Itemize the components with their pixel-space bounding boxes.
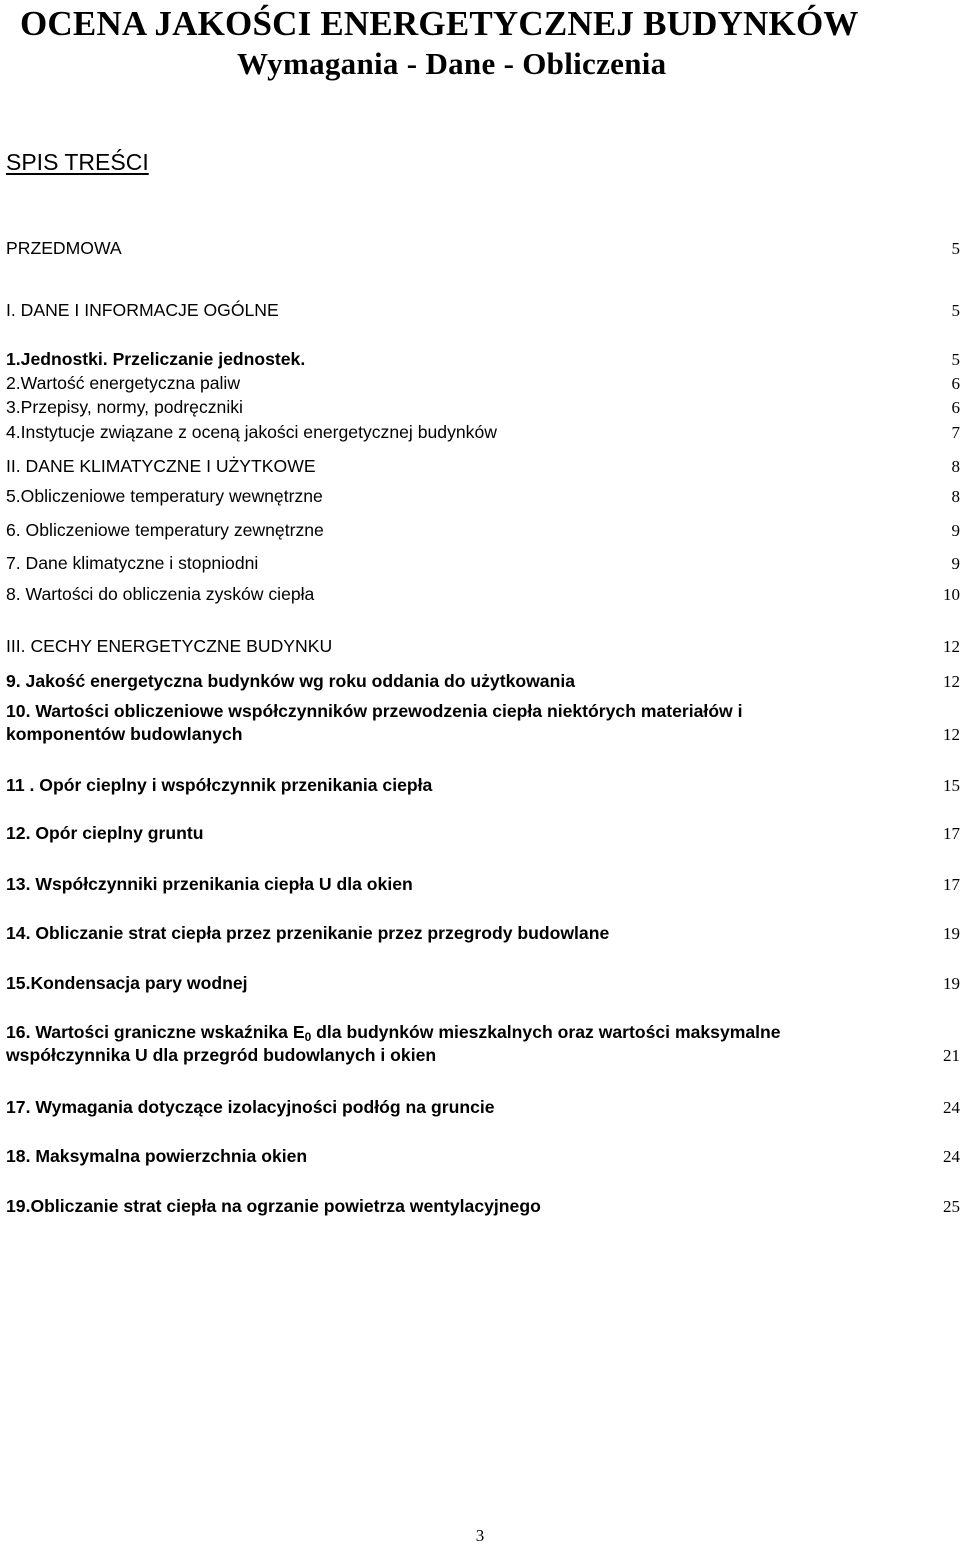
dot-leader bbox=[434, 790, 940, 791]
toc-entry-title: 19.Obliczanie strat ciepła na ogrzanie powietrza wentylacyjnego bbox=[6, 1196, 541, 1216]
toc-entry-title: 9. Jakość energetyczna budynków wg roku oddania do użytkowania bbox=[6, 671, 575, 691]
toc-entry[interactable] bbox=[6, 822, 960, 844]
dot-leader bbox=[281, 315, 949, 316]
toc-entry[interactable] bbox=[6, 922, 960, 944]
toc-entry[interactable] bbox=[6, 348, 960, 370]
dot-leader bbox=[245, 412, 949, 413]
toc-entry-title: II. DANE KLIMATYCZNE I UŻYTKOWE bbox=[6, 456, 316, 476]
toc-entry-title: III. CECHY ENERGETYCZNE BUDYNKU bbox=[6, 636, 333, 656]
dot-leader bbox=[260, 568, 948, 569]
toc-entry-title: 2.Wartość energetyczna paliw bbox=[6, 373, 241, 393]
toc-entry-title: komponentów budowlanych bbox=[6, 724, 243, 744]
dot-leader bbox=[543, 1211, 940, 1212]
toc-entry-title-line1: 16. Wartości graniczne wskaźnika $E_0$ dla budynków mieszkalnych oraz wartości maksymalne bbox=[6, 1022, 781, 1044]
toc-entry-title: I. DANE I INFORMACJE OGÓLNE bbox=[6, 300, 279, 320]
dot-leader bbox=[334, 651, 940, 652]
toc-entry-title: współczynnika U dla przegród budowlanych i okien bbox=[6, 1045, 437, 1065]
document-title: OCENA JAKOŚCI ENERGETYCZNEJ BUDYNKÓW bbox=[20, 4, 859, 43]
toc-entry[interactable] bbox=[6, 635, 960, 657]
document-subtitle: Wymagania - Dane - Obliczenia bbox=[237, 46, 667, 81]
toc-entry[interactable] bbox=[6, 455, 960, 477]
toc-entry-page: 12 bbox=[943, 637, 960, 656]
dot-leader bbox=[577, 686, 940, 687]
page-number: 3 bbox=[475, 1526, 485, 1545]
dot-leader bbox=[242, 388, 948, 389]
toc-entry[interactable] bbox=[6, 583, 960, 605]
toc-entry-page: 17 bbox=[943, 824, 960, 843]
toc-entry-page: 8 bbox=[951, 487, 960, 506]
toc-entry-title: 12. Opór cieplny gruntu bbox=[6, 823, 204, 843]
toc-entry-title: 11 . Opór cieplny i współczynnik przenikania ciepła bbox=[6, 775, 433, 795]
dot-leader bbox=[205, 838, 940, 839]
toc-entry-title: 13. Współczynniki przenikania ciepła U dla okien bbox=[6, 874, 413, 894]
toc-entry-page: 5 bbox=[951, 350, 960, 369]
toc-entry-title: 1.Jednostki. Przeliczanie jednostek. bbox=[6, 349, 306, 369]
dot-leader bbox=[438, 1060, 940, 1061]
toc-entry-title: 6. Obliczeniowe temperatury zewnętrzne bbox=[6, 520, 324, 540]
dot-leader bbox=[499, 437, 949, 438]
dot-leader bbox=[245, 739, 940, 740]
toc-entry-page: 8 bbox=[951, 457, 960, 476]
toc-entry[interactable] bbox=[6, 485, 960, 507]
toc-entry-page: 5 bbox=[951, 301, 960, 320]
toc-entry[interactable] bbox=[6, 1020, 960, 1066]
toc-entry-page: 10 bbox=[943, 585, 960, 604]
toc-entry-title: 17. Wymagania dotyczące izolacyjności podłóg na gruncie bbox=[6, 1097, 495, 1117]
dot-leader bbox=[250, 988, 940, 989]
toc-entry-title: 8. Wartości do obliczenia zysków ciepła bbox=[6, 584, 315, 604]
toc-entry-title-line1: 10. Wartości obliczeniowe współczynników przewodzenia ciepła niektórych materiałów i bbox=[6, 701, 743, 721]
toc-entry-page: 12 bbox=[943, 672, 960, 691]
toc-entry-page: 9 bbox=[951, 554, 960, 573]
dot-leader bbox=[318, 471, 949, 472]
toc-entry[interactable] bbox=[6, 396, 960, 418]
toc-entry-page: 19 bbox=[943, 924, 960, 943]
toc-entry[interactable] bbox=[6, 299, 960, 321]
toc-entry-page: 7 bbox=[951, 423, 960, 442]
toc-entry-title: 18. Maksymalna powierzchnia okien bbox=[6, 1146, 308, 1166]
toc-entry-page: 9 bbox=[951, 521, 960, 540]
toc-entry[interactable] bbox=[6, 421, 960, 443]
toc-entry-title: 5.Obliczeniowe temperatury wewnętrzne bbox=[6, 486, 323, 506]
dot-leader bbox=[415, 889, 940, 890]
toc-entry[interactable] bbox=[6, 873, 960, 895]
dot-leader bbox=[307, 364, 948, 365]
toc-entry-page: 12 bbox=[943, 725, 960, 744]
toc-entry[interactable] bbox=[6, 670, 960, 692]
dot-leader bbox=[309, 1161, 940, 1162]
toc-heading: SPIS TREŚCI bbox=[6, 149, 149, 175]
dot-leader bbox=[325, 501, 949, 502]
toc-entry-page: 24 bbox=[943, 1098, 960, 1117]
toc-entry-title: 15.Kondensacja pary wodnej bbox=[6, 973, 248, 993]
toc-entry-page: 21 bbox=[943, 1046, 960, 1065]
dot-leader bbox=[611, 938, 940, 939]
toc-entry[interactable] bbox=[6, 774, 960, 796]
toc-entry[interactable] bbox=[6, 237, 960, 259]
toc-entry-page: 6 bbox=[951, 374, 960, 393]
toc-entry-title: 3.Przepisy, normy, podręczniki bbox=[6, 397, 243, 417]
toc-entry[interactable] bbox=[6, 1195, 960, 1217]
toc-entry[interactable] bbox=[6, 699, 960, 745]
toc-entry-title: PRZEDMOWA bbox=[6, 238, 122, 258]
dot-leader bbox=[124, 253, 949, 254]
toc-entry[interactable] bbox=[6, 519, 960, 541]
toc-entry-title: 14. Obliczanie strat ciepła przez przenikanie przez przegrody budowlane bbox=[6, 923, 610, 943]
toc-entry-page: 5 bbox=[951, 239, 960, 258]
toc-entry-page: 24 bbox=[943, 1147, 960, 1166]
toc-entry-page: 6 bbox=[951, 398, 960, 417]
toc-entry-page: 25 bbox=[943, 1197, 960, 1216]
subscript: 0 bbox=[304, 1030, 312, 1044]
toc-entry-page: 17 bbox=[943, 875, 960, 894]
toc-entry[interactable] bbox=[6, 372, 960, 394]
toc-entry-page: 19 bbox=[943, 974, 960, 993]
toc-entry[interactable] bbox=[6, 972, 960, 994]
dot-leader bbox=[316, 599, 940, 600]
toc-entry[interactable] bbox=[6, 552, 960, 574]
dot-leader bbox=[326, 535, 949, 536]
toc-entry-title: 7. Dane klimatyczne i stopniodni bbox=[6, 553, 259, 573]
dot-leader bbox=[497, 1112, 940, 1113]
toc-entry[interactable] bbox=[6, 1145, 960, 1167]
toc-entry[interactable] bbox=[6, 1096, 960, 1118]
toc-entry-title: 4.Instytucje związane z oceną jakości energetycznej budynków bbox=[6, 422, 497, 442]
toc-entry-page: 15 bbox=[943, 776, 960, 795]
